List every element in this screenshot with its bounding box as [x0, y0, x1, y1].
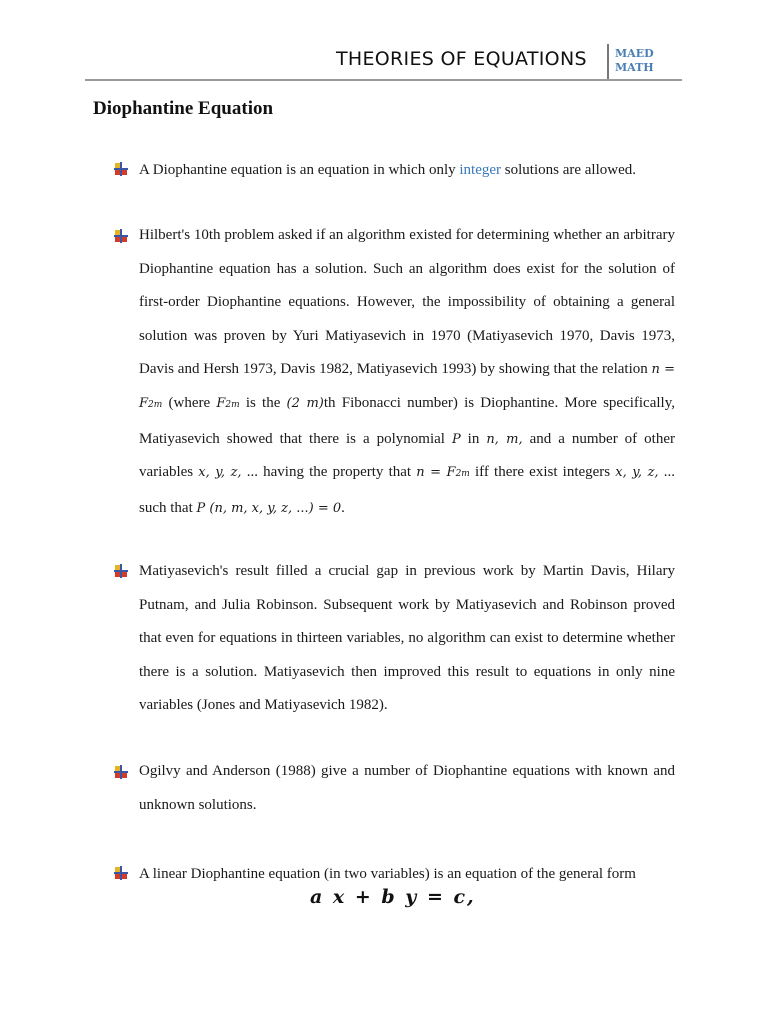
- header-rule: [85, 79, 682, 81]
- bullet-2-text-part: iff there exist integers: [469, 464, 616, 481]
- math-subscript: 2m: [225, 399, 240, 410]
- bullet-2-text: [139, 219, 675, 525]
- header-title: THEORIES OF EQUATIONS: [336, 48, 587, 70]
- bullet-5-text: A linear Diophantine equation (in two variables) is an equation of the general form: [139, 866, 636, 882]
- math-xyz: x, y, z,: [198, 465, 242, 481]
- math-polynomial: P (n, m, x, y, z, ...) = 0: [196, 500, 342, 516]
- bullet-1-text: [139, 160, 675, 180]
- bullet-icon: [114, 564, 128, 578]
- header-badge: [615, 47, 654, 75]
- bullet-icon: [114, 229, 128, 243]
- math-subscript: 2m: [148, 399, 163, 410]
- bullet-2-text-part: th Fibonacci number) is Diophantine. More specifically, Matiyasevich showed that there is a polynomial: [139, 394, 675, 447]
- bullet-2-text-part: in: [460, 430, 487, 447]
- bullet-2-text-part: is the: [239, 394, 287, 411]
- header-badge-line1: MAED: [615, 47, 654, 60]
- bullet-2-text-part: ... such that: [139, 464, 675, 516]
- math-subscript: 2m: [455, 469, 470, 480]
- bullet-2-text-part: ... having the property that: [241, 464, 417, 481]
- math-f: [216, 396, 239, 411]
- math-relation: [416, 465, 470, 480]
- bullet-1-text-after: solutions are allowed.: [501, 162, 637, 178]
- bullet-3-text: Matiyasevich's result filled a crucial gap in previous work by Martin Davis, Hilary Putnam, and Julia Robinson. Subsequent work by Matiyasevich and Robinson proved that even for equations in thirteen variables, no algorithm can exist to determine whether there is a solution. Matiyasevich then improved this result to equations in only nine variables (Jones and Matiyasevich 1982).: [139, 563, 675, 714]
- bullet-2-text-part: and a number of other variables: [139, 430, 675, 481]
- header-separator: [607, 44, 609, 80]
- bullet-2-text-part: .: [341, 499, 345, 516]
- math-p: P: [451, 431, 461, 447]
- page-title: Diophantine Equation: [93, 98, 274, 119]
- math-relation-base: n = F: [416, 465, 456, 481]
- math-xyz: x, y, z,: [615, 465, 659, 481]
- bullet-icon: [114, 765, 128, 779]
- bullet-2-text-part: Hilbert's 10th problem asked if an algorithm existed for determining whether an arbitrary Diophantine equation has a solution. Such an algorithm does exist for the solution of first-order Diophantine equations. However, the impossibility of obtaining a general solution was proven by Yuri Matiyasevich in 1970 (Matiyasevich 1970, Davis 1973, Davis and Hersh 1973, Davis 1982, Matiyasevich 1993) by showing that the relation: [139, 227, 675, 378]
- header-badge-line2: MATH: [615, 61, 654, 74]
- math-nm: n, m,: [486, 431, 523, 447]
- integer-link[interactable]: integer: [459, 162, 502, 178]
- bullet-icon: [114, 866, 128, 880]
- bullet-2-text-part: (where: [162, 394, 217, 411]
- linear-equation-formula: a x + b y = c,: [310, 886, 476, 908]
- bullet-4-text: Ogilvy and Anderson (1988) give a number of Diophantine equations with known and unknown solutions.: [139, 763, 675, 813]
- bullet-icon: [114, 162, 128, 176]
- math-relation-base: n = F: [139, 362, 675, 411]
- math-2m: (2 m): [286, 395, 324, 411]
- math-f-base: F: [216, 395, 226, 411]
- bullet-1-text-before: A Diophantine equation is an equation in which only: [139, 162, 460, 178]
